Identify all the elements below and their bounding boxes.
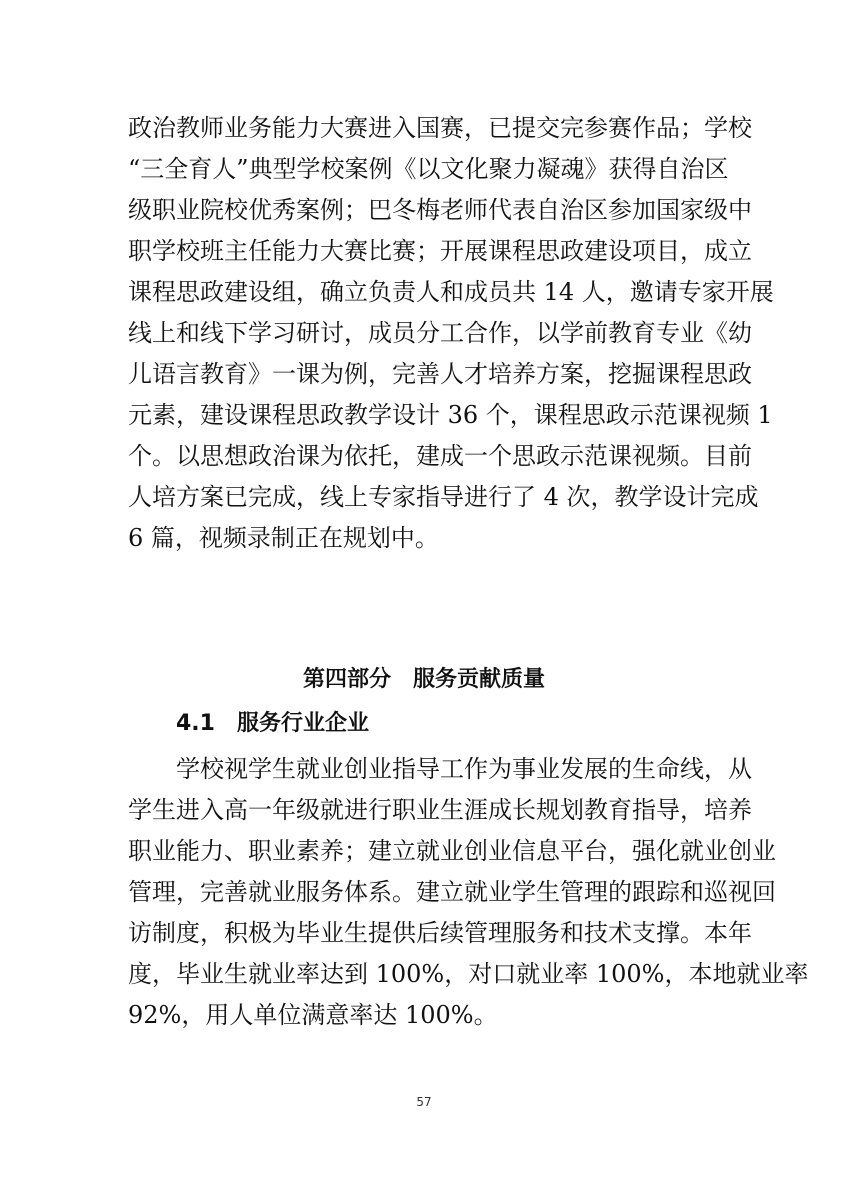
paragraph-line: 92%，用人单位满意率达 100%。 — [128, 1001, 498, 1029]
part-heading: 第四部分 服务贡献质量 — [302, 667, 545, 692]
paragraph-line: 级职业院校优秀案例；巴冬梅老师代表自治区参加国家级中 — [128, 196, 752, 224]
paragraph-line: 职业能力、职业素养；建立就业创业信息平台，强化就业创业 — [128, 837, 776, 865]
paragraph-line: 个。以思想政治课为依托，建成一个思政示范课视频。目前 — [128, 442, 752, 470]
paragraph-line: 元素，建设课程思政教学设计 36 个，课程思政示范课视频 1 — [128, 401, 773, 429]
paragraph-line: “三全育人”典型学校案例《以文化聚力凝魂》获得自治区 — [128, 155, 729, 183]
paragraph-line: 学校视学生就业创业指导工作为事业发展的生命线，从 — [176, 755, 752, 783]
paragraph-line: 访制度，积极为毕业生提供后续管理服务和技术支撑。本年 — [128, 919, 752, 947]
paragraph-line: 线上和线下学习研讨，成员分工合作，以学前教育专业《幼 — [128, 319, 752, 347]
paragraph-political-education — [128, 108, 774, 559]
paragraph-line: 儿语言教育》一课为例，完善人才培养方案，挖掘课程思政 — [128, 360, 752, 388]
paragraph-line: 度，毕业生就业率达到 100%，对口就业率 100%，本地就业率 — [128, 960, 809, 988]
section-heading: 4.1 服务行业企业 — [176, 711, 369, 736]
paragraph-line: 课程思政建设组，确立负责人和成员共 14 人，邀请专家开展 — [128, 278, 774, 306]
paragraph-line: 政治教师业务能力大赛进入国赛，已提交完参赛作品；学校 — [128, 114, 752, 142]
paragraph-line: 管理，完善就业服务体系。建立就业学生管理的跟踪和巡视回 — [128, 878, 776, 906]
paragraph-employment-service — [128, 749, 809, 1036]
paragraph-line: 职学校班主任能力大赛比赛；开展课程思政建设项目，成立 — [128, 237, 752, 265]
paragraph-line: 学生进入高一年级就进行职业生涯成长规划教育指导，培养 — [128, 796, 752, 824]
paragraph-line: 6 篇，视频录制正在规划中。 — [128, 524, 439, 552]
paragraph-line: 人培方案已完成，线上专家指导进行了 4 次，教学设计完成 — [128, 483, 759, 511]
page-number: 57 — [416, 1095, 432, 1109]
